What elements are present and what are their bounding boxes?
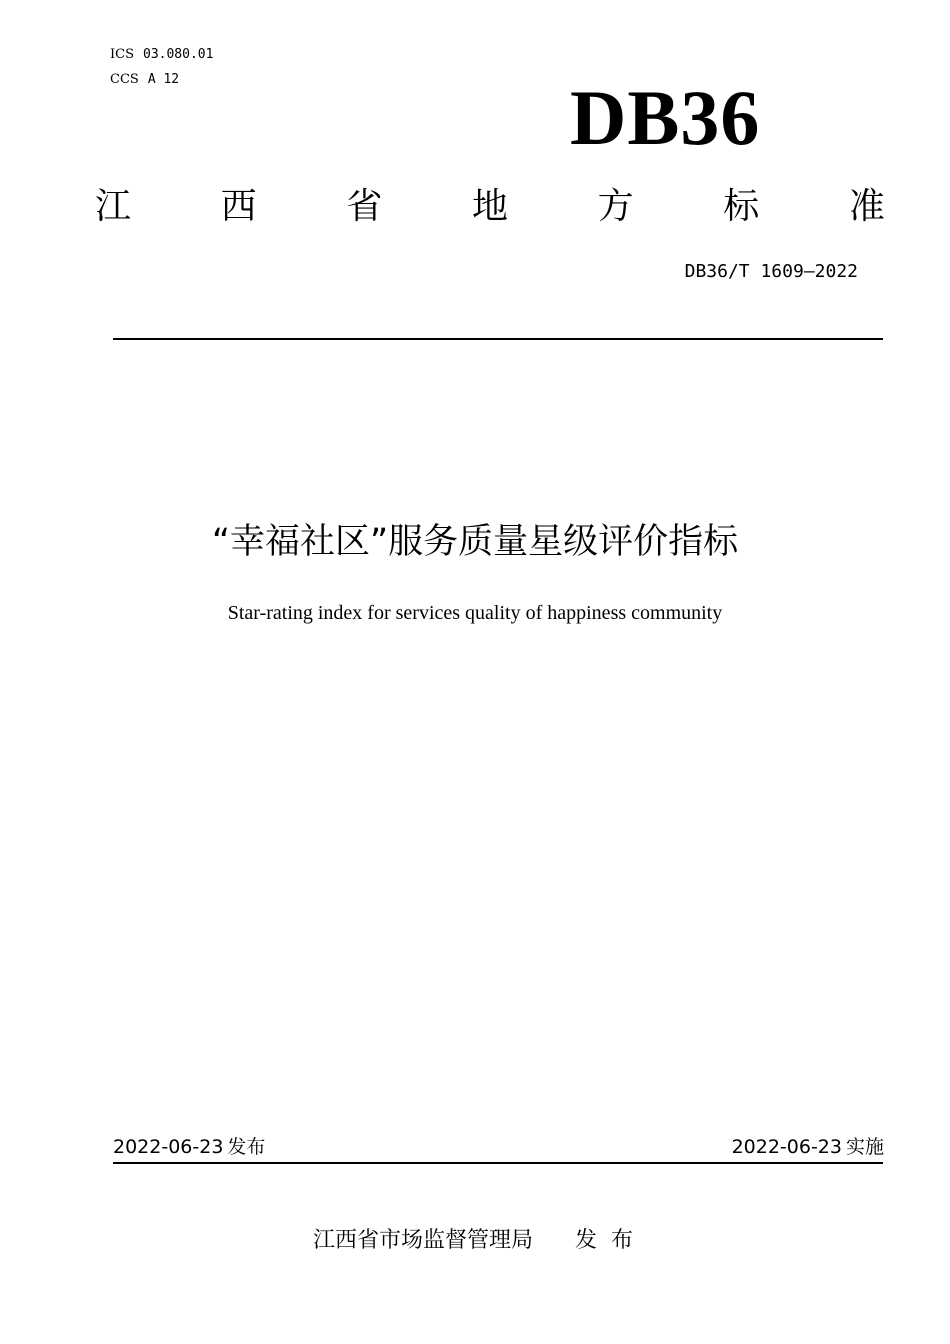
implement-word: 实施 <box>845 1136 884 1158</box>
title-chinese: “幸福社区”服务质量星级评价指标 <box>211 522 739 562</box>
issue-word: 发布 <box>227 1136 266 1158</box>
standard-type-char: 准 <box>848 186 885 227</box>
ics-line <box>110 47 213 63</box>
implement-date-line <box>732 1134 884 1160</box>
standard-type-char: 标 <box>723 186 760 227</box>
issue-date-line <box>113 1134 265 1160</box>
standard-type-char: 省 <box>346 186 383 227</box>
ics-label: ICS <box>110 47 134 62</box>
ccs-value: A 12 <box>147 72 180 87</box>
implement-date: 2022-06-23 <box>731 1136 842 1158</box>
footer-divider <box>113 1162 883 1164</box>
publisher-line <box>0 1227 950 1255</box>
issue-date: 2022-06-23 <box>113 1136 224 1158</box>
ccs-label: CCS <box>110 72 139 87</box>
publisher-action: 发布 <box>575 1228 648 1253</box>
ccs-line <box>110 72 179 88</box>
standard-type-heading <box>95 184 885 230</box>
ics-value: 03.080.01 <box>143 47 214 62</box>
standard-number: DB36/T 1609—2022 <box>684 261 858 282</box>
standard-type-char: 方 <box>597 186 634 227</box>
standard-type-char: 西 <box>220 186 257 227</box>
standard-type-char: 地 <box>471 186 508 227</box>
title-english: Star-rating index for services quality of happiness community <box>227 602 723 624</box>
header-divider <box>113 338 883 340</box>
publisher-name: 江西省市场监督管理局 <box>312 1228 533 1253</box>
db36-logo: DB36 <box>570 74 761 161</box>
standard-type-char: 江 <box>95 186 132 227</box>
